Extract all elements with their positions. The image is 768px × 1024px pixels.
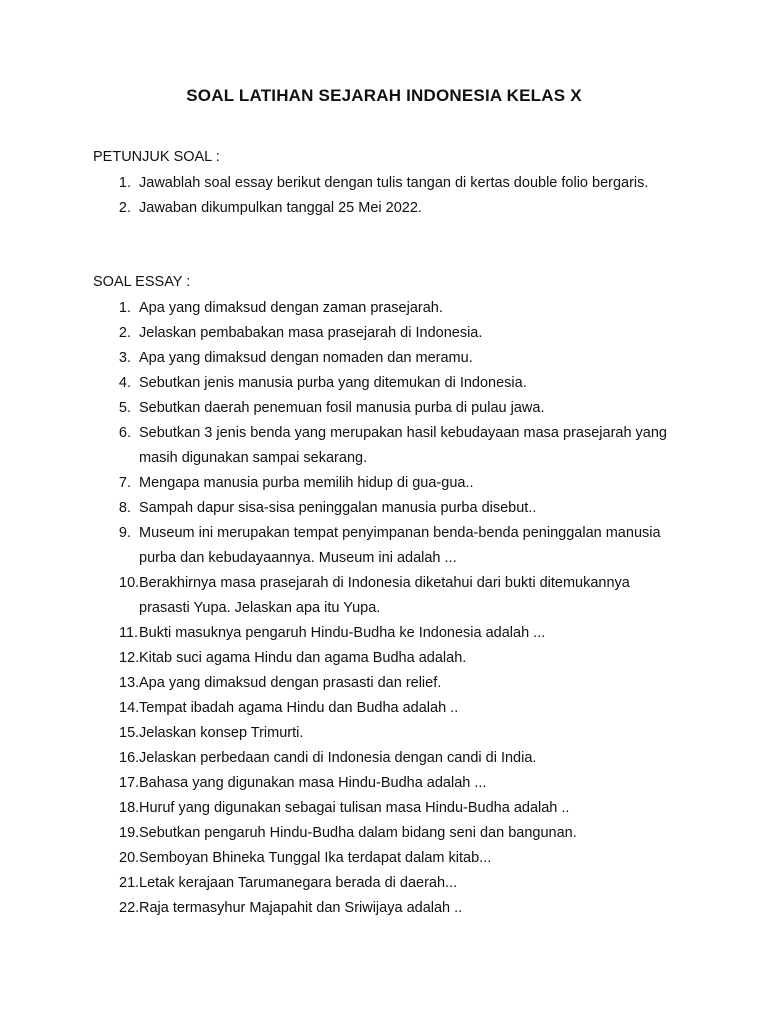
essay-question-item bbox=[93, 771, 673, 796]
question-text: Sebutkan 3 jenis benda yang merupakan hasil kebudayaan masa prasejarah yang masih digunakan sampai sekarang. bbox=[139, 425, 667, 466]
question-text: Letak kerajaan Tarumanegara berada di daerah... bbox=[139, 875, 458, 891]
item-number: 2. bbox=[118, 200, 131, 216]
essay-question-item bbox=[93, 746, 673, 771]
question-text: Sebutkan daerah penemuan fosil manusia purba di pulau jawa. bbox=[139, 400, 545, 416]
item-number: 1. bbox=[118, 175, 131, 191]
question-text: Jelaskan pembabakan masa prasejarah di Indonesia. bbox=[139, 325, 483, 341]
question-text: Museum ini merupakan tempat penyimpanan benda-benda peninggalan manusia purba dan kebudayaannya. Museum ini adalah ... bbox=[139, 525, 661, 566]
question-text: Apa yang dimaksud dengan nomaden dan meramu. bbox=[139, 350, 473, 366]
question-number: 18. bbox=[119, 800, 140, 816]
essay-question-item bbox=[93, 371, 673, 396]
question-text: Bukti masuknya pengaruh Hindu-Budha ke Indonesia adalah ... bbox=[139, 625, 546, 641]
essay-question-item bbox=[93, 796, 673, 821]
question-number: 14. bbox=[119, 700, 140, 716]
question-text: Tempat ibadah agama Hindu dan Budha adalah .. bbox=[139, 700, 459, 716]
question-number: 21. bbox=[119, 875, 140, 891]
list-item bbox=[93, 171, 673, 196]
question-text: Semboyan Bhineka Tunggal Ika terdapat dalam kitab... bbox=[139, 850, 492, 866]
item-text: Jawaban dikumpulkan tanggal 25 Mei 2022. bbox=[139, 200, 422, 216]
item-text: Jawablah soal essay berikut dengan tulis tangan di kertas double folio bergaris. bbox=[139, 175, 649, 191]
question-number: 22. bbox=[119, 900, 140, 916]
essay-question-item bbox=[93, 696, 673, 721]
question-number: 15. bbox=[119, 725, 140, 741]
question-text: Huruf yang digunakan sebagai tulisan masa Hindu-Budha adalah .. bbox=[139, 800, 570, 816]
question-text: Sebutkan jenis manusia purba yang ditemukan di Indonesia. bbox=[139, 375, 527, 391]
question-number: 2. bbox=[118, 325, 131, 341]
essay-question-item bbox=[93, 896, 673, 921]
essay-question-item bbox=[93, 621, 673, 646]
essay-question-item bbox=[93, 721, 673, 746]
essay-question-item bbox=[93, 346, 673, 371]
essay-heading: SOAL ESSAY : bbox=[93, 274, 191, 290]
question-text: Sebutkan pengaruh Hindu-Budha dalam bidang seni dan bangunan. bbox=[139, 825, 577, 841]
question-number: 16. bbox=[119, 750, 140, 766]
instructions-list bbox=[93, 171, 673, 221]
question-number: 5. bbox=[118, 400, 131, 416]
question-text: Sampah dapur sisa-sisa peninggalan manusia purba disebut.. bbox=[139, 500, 537, 516]
question-number: 9. bbox=[118, 525, 131, 541]
essay-question-item bbox=[93, 846, 673, 871]
question-text: Bahasa yang digunakan masa Hindu-Budha adalah ... bbox=[139, 775, 487, 791]
essay-question-item bbox=[93, 496, 673, 521]
question-text: Mengapa manusia purba memilih hidup di gua-gua.. bbox=[139, 475, 474, 491]
instructions-heading: PETUNJUK SOAL : bbox=[93, 149, 220, 165]
question-number: 20. bbox=[119, 850, 140, 866]
question-text: Jelaskan perbedaan candi di Indonesia dengan candi di India. bbox=[139, 750, 537, 766]
question-text: Apa yang dimaksud dengan zaman prasejarah. bbox=[139, 300, 443, 316]
essay-question-item bbox=[93, 671, 673, 696]
question-number: 8. bbox=[118, 500, 131, 516]
essay-question-list bbox=[93, 296, 673, 921]
question-number: 10. bbox=[119, 575, 140, 591]
question-text: Kitab suci agama Hindu dan agama Budha adalah. bbox=[139, 650, 467, 666]
question-number: 12. bbox=[119, 650, 140, 666]
question-text: Apa yang dimaksud dengan prasasti dan relief. bbox=[139, 675, 442, 691]
document-title: SOAL LATIHAN SEJARAH INDONESIA KELAS X bbox=[186, 86, 582, 105]
question-text: Jelaskan konsep Trimurti. bbox=[139, 725, 304, 741]
list-item bbox=[93, 196, 673, 221]
question-number: 13. bbox=[119, 675, 140, 691]
question-text: Raja termasyhur Majapahit dan Sriwijaya adalah .. bbox=[139, 900, 463, 916]
essay-question-item bbox=[93, 821, 673, 846]
essay-question-item bbox=[93, 321, 673, 346]
question-number: 4. bbox=[118, 375, 131, 391]
essay-question-item bbox=[93, 471, 673, 496]
question-text: Berakhirnya masa prasejarah di Indonesia diketahui dari bukti ditemukannya prasasti Yupa. Jelaskan apa itu Yupa. bbox=[139, 575, 630, 616]
essay-question-item bbox=[93, 646, 673, 671]
question-number: 11. bbox=[119, 625, 139, 641]
question-number: 6. bbox=[118, 425, 131, 441]
question-number: 1. bbox=[118, 300, 131, 316]
essay-question-item bbox=[93, 296, 673, 321]
essay-question-item bbox=[93, 421, 673, 471]
essay-question-item bbox=[93, 521, 673, 571]
question-number: 7. bbox=[118, 475, 131, 491]
question-number: 19. bbox=[119, 825, 140, 841]
essay-question-item bbox=[93, 396, 673, 421]
essay-question-item bbox=[93, 871, 673, 896]
question-number: 3. bbox=[118, 350, 131, 366]
question-number: 17. bbox=[119, 775, 140, 791]
essay-question-item bbox=[93, 571, 673, 621]
